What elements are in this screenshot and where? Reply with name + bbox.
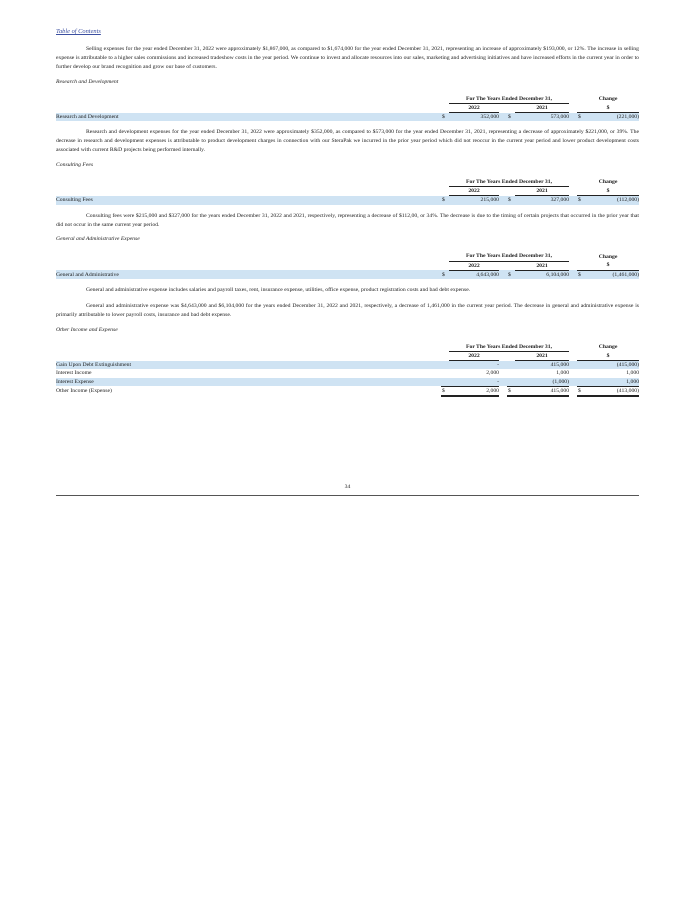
- rd-period-header: For The Years Ended December 31,: [449, 95, 569, 104]
- other-dollar-sign: $: [441, 386, 449, 396]
- page: [56, 20, 639, 397]
- consulting-dollar-sign: $: [577, 196, 585, 205]
- other-table: [56, 343, 639, 397]
- ga-paragraph-1: General and administrative expense includes salaries and payroll taxes, rent, insurance expense, utilities, office expense, product registration costs and bad debt expense.: [86, 287, 471, 294]
- consulting-table: [56, 178, 639, 205]
- footer-rule: [56, 495, 639, 496]
- consulting-change-header: Change: [598, 179, 618, 186]
- rd-change-unit: $: [577, 103, 639, 112]
- rd-col-2022: 2022: [449, 103, 499, 112]
- other-dollar-sign: $: [507, 386, 515, 396]
- consulting-dollar-sign: $: [441, 196, 449, 205]
- other-change-header: Change: [598, 344, 618, 351]
- consulting-col-2022: 2022: [449, 187, 499, 196]
- selling-expenses-paragraph: Selling expenses for the year ended December 31, 2022 were approximately $1,867,000, as compared to $1,674,000 for the year ended December 31, 2021, representing an increase of approximately $193,000, or 12%. The increase in selling expense is attributable to a higher sales commissions and increased tradeshow costs in the year period. We continue to invest and allocate resources into our sales, marketing and advertising initiatives and have increased efforts in the current year in order to further develop our brand recognition and grow our base of customers.: [56, 46, 639, 70]
- other-change-unit: $: [577, 352, 639, 361]
- other-col-2022: 2022: [449, 352, 499, 361]
- other-dollar-sign: $: [577, 386, 585, 396]
- ga-col-2022: 2022: [449, 261, 499, 270]
- consulting-row-label: Consulting Fees: [56, 196, 441, 205]
- ga-dollar-sign: $: [441, 270, 449, 279]
- other-row-label: Gain Upon Debt Extinguishment: [56, 361, 441, 370]
- other-total-2022: 2,000: [449, 386, 499, 396]
- rd-value-2021: 573,000: [515, 113, 569, 122]
- ga-dollar-sign: $: [507, 270, 515, 279]
- other-period-header: For The Years Ended December 31,: [449, 343, 569, 352]
- ga-dollar-sign: $: [577, 270, 585, 279]
- rd-dollar-sign: $: [577, 113, 585, 122]
- rd-col-2021: 2021: [515, 103, 569, 112]
- other-row-value-2021: 1,000: [556, 370, 570, 377]
- page-number: 34: [344, 484, 351, 490]
- other-total-change: (413,000): [585, 386, 639, 396]
- other-row-change: 1,000: [585, 378, 639, 387]
- rd-paragraph: Research and development expenses for the year ended December 31, 2022 were approximately $352,000, as compared to $573,000 for the year ended December 31, 2021, representing a decrease of approximately $221,000, or 39%. The decrease in research and development expenses is attributable to product development charges in connection with our SteraPak we incurred in the prior year period which did not reoccur in the current year period and lower product development costs associated with current R&D projects being performed internally.: [56, 129, 639, 154]
- consulting-col-2021: 2021: [515, 187, 569, 196]
- other-row-value-2021: (1,000): [515, 378, 569, 387]
- rd-row-label: Research and Development: [56, 113, 441, 122]
- consulting-period-header: For The Years Ended December 31,: [449, 178, 569, 187]
- consulting-change-unit: $: [577, 187, 639, 196]
- rd-heading: Research and Development: [56, 78, 119, 85]
- ga-value-2022: 4,643,000: [449, 270, 499, 279]
- consulting-heading: Consulting Fees: [56, 162, 94, 169]
- other-col-2021: 2021: [515, 352, 569, 361]
- ga-col-2021: 2021: [515, 261, 569, 270]
- other-row-label: Interest Income: [56, 370, 92, 377]
- other-total-label: Other Income (Expense): [56, 388, 112, 395]
- ga-paragraph-2: General and administrative expense was $4,643,000 and $6,104,000 for the years ended December 31, 2022 and 2021, respectively, a decrease of 1,461,000 in the current year period. The decrease in general and administrative expense is primarily attributable to lower payroll costs, insurance and bad debt expense.: [56, 302, 639, 318]
- rd-dollar-sign: $: [507, 113, 515, 122]
- rd-change-header: Change: [598, 95, 618, 102]
- ga-row-label: General and Administrative: [56, 270, 441, 279]
- other-total-2021: 415,000: [515, 386, 569, 396]
- ga-change-value: (1,461,000): [585, 270, 639, 279]
- other-row-value-2022: 2,000: [486, 370, 499, 377]
- rd-value-2022: 352,000: [449, 113, 499, 122]
- other-row-label: Interest Expense: [56, 378, 441, 387]
- ga-period-header: For The Years Ended December 31,: [449, 252, 569, 261]
- consulting-paragraph: Consulting fees were $215,000 and $327,000 for the years ended December 31, 2022 and 2021, respectively, representing a decrease of $112,00, or 34%. The decrease is due to the timing of certain projects that occurred in the prior year that did not occur in the same current year period.: [56, 212, 639, 228]
- other-row-change: 1,000: [626, 370, 640, 377]
- consulting-dollar-sign: $: [507, 196, 515, 205]
- other-row-value-2022: -: [449, 378, 499, 387]
- consulting-value-2022: 215,000: [449, 196, 499, 205]
- consulting-value-2021: 327,000: [515, 196, 569, 205]
- ga-table: [56, 252, 639, 279]
- other-heading: Other Income and Expense: [56, 326, 118, 333]
- ga-heading: General and Administrative Expense: [56, 236, 140, 243]
- ga-value-2021: 6,104,000: [515, 270, 569, 279]
- rd-table: [56, 95, 639, 122]
- ga-change-header: Change: [598, 253, 618, 260]
- other-row-value-2021: 415,000: [515, 361, 569, 370]
- rd-dollar-sign: $: [441, 113, 449, 122]
- other-row-value-2022: -: [449, 361, 499, 370]
- consulting-change-value: (112,000): [585, 196, 639, 205]
- ga-change-unit: $: [577, 261, 639, 270]
- other-row-change: (415,000): [585, 361, 639, 370]
- table-of-contents-link[interactable]: Table of Contents: [56, 28, 101, 35]
- rd-change-value: (221,000): [585, 113, 639, 122]
